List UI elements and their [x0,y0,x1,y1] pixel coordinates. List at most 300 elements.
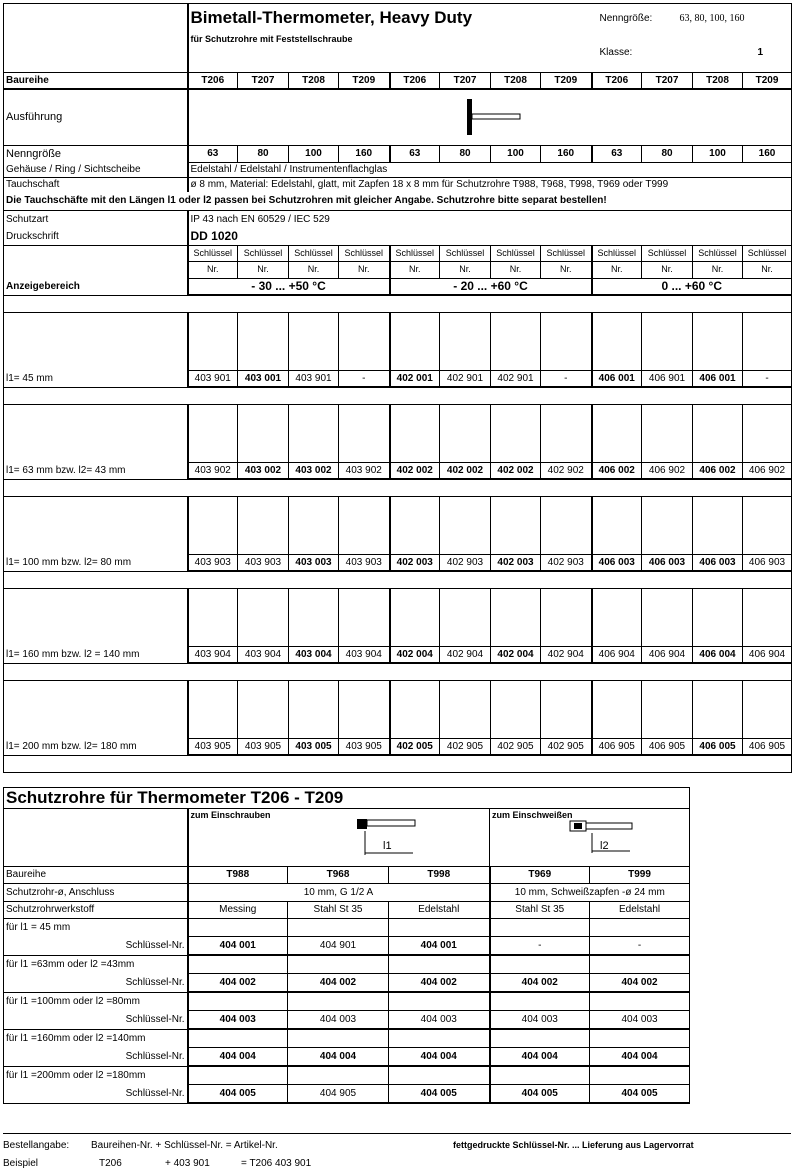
schluessel-bottom: Nr. [459,264,471,274]
schluessel-head-1 [238,245,289,278]
length-diagram-cell [390,680,440,738]
schluessel-top: Schlüssel [391,246,440,262]
schluessel-nr: 403 902 [188,462,238,479]
schutz-blank-cell [590,1066,690,1084]
length-diagram-cell [592,680,642,738]
length-blank [4,680,188,738]
schutz-blank-cell [389,1066,490,1084]
tauchschaft-value: ø 8 mm, Material: Edelstahl, glatt, mit Zapfen 18 x 8 mm für Schutzrohre T988, T968, T998, T969 oder T999 [188,177,792,192]
length-diagram-cell [390,312,440,370]
schluessel-nr: 403 903 [339,554,390,571]
schluessel-nr: 403 904 [188,646,238,663]
baureihe-5: T207 [440,72,491,89]
length-diagram-cell [541,404,592,462]
schluessel-bottom: Nr. [206,264,219,274]
schutz-schluessel-nr: 404 003 [590,1010,690,1029]
werkstoff-0: Messing [188,901,288,918]
schutz-row-label-2: für l1 =100mm oder l2 =80mm [4,992,188,1010]
schutz-schluessel-nr: 404 002 [188,973,288,992]
schluessel-nr: 406 001 [592,370,642,387]
schluessel-head-8 [592,245,642,278]
schutz-baureihe-2: T998 [389,866,490,883]
length-diagram-cell [592,588,642,646]
header-table [3,3,792,72]
schluessel-top: Schlüssel [238,246,288,262]
einschrauben-drawing [355,815,425,859]
length-diagram-cell [188,404,238,462]
nenngroesse-6: 100 [491,145,541,162]
schluessel-top: Schlüssel [339,246,389,262]
schluessel-nr: 402 901 [440,370,491,387]
dim-l2-label: l2 [600,839,609,852]
schutz-schluessel-nr: 404 002 [490,973,590,992]
schutz-schluessel-nr: 404 003 [490,1010,590,1029]
tauchschaft-note: Die Tauchschäfte mit den Längen l1 oder l2 passen bei Schutzrohren mit gleicher Angabe. Schutzrohre bitte separat bestellen! [4,192,792,210]
schluessel-nr: 406 001 [693,370,743,387]
length-blank [4,312,188,370]
einschweissen-cell [490,808,690,866]
length-diagram-cell [693,496,743,554]
tauchschaft-label: Tauchschaft [4,177,188,192]
schutz-blank-cell [288,918,389,936]
schluessel-nr: 406 004 [693,646,743,663]
schutz-blank-cell [188,1066,288,1084]
schluessel-nr: 406 002 [693,462,743,479]
baureihe-3: T209 [339,72,390,89]
length-diagram-cell [491,496,541,554]
schutz-schluessel-nr: - [490,936,590,955]
schluessel-nr: 403 005 [289,738,339,755]
baureihe-6: T208 [491,72,541,89]
schluessel-bottom: Nr. [357,264,370,274]
schluessel-nr: 402 002 [491,462,541,479]
schutz-blank-cell [590,918,690,936]
schluessel-nr: 402 905 [491,738,541,755]
length-diagram-cell [188,680,238,738]
length-label-4: l1= 200 mm bzw. l2= 180 mm [4,738,188,755]
nenngroesse-row-label: Nenngröße [4,145,188,162]
schluessel-nr: 402 004 [491,646,541,663]
schutz-row-label-4: für l1 =200mm oder l2 =180mm [4,1066,188,1084]
length-diagram-cell [592,496,642,554]
length-label-1: l1= 63 mm bzw. l2= 43 mm [4,462,188,479]
schluessel-nr: 403 901 [289,370,339,387]
schluessel-nr: 403 905 [339,738,390,755]
length-diagram-cell [743,404,792,462]
length-diagram-cell [592,312,642,370]
baureihe-0: T206 [188,72,238,89]
schluessel-head-5 [440,245,491,278]
klasse-value: 1 [678,34,792,72]
schutz-blank-cell [188,955,288,973]
anzeige-label: Anzeigebereich [4,278,188,295]
length-diagram-cell [541,588,592,646]
schluessel-nr: 406 905 [743,738,792,755]
werkstoff-4: Edelstahl [590,901,690,918]
schutz-blank-cell [288,1066,389,1084]
durchmesser-label: Schutzrohr-ø, Anschluss [4,883,188,901]
length-blank [4,588,188,646]
werkstoff-1: Stahl St 35 [288,901,389,918]
schutz-row-label-1: für l1 =63mm oder l2 =43mm [4,955,188,973]
schutz-blank-cell [288,955,389,973]
schluessel-nr: 402 904 [440,646,491,663]
schutz-schluessel-nr: 404 003 [188,1010,288,1029]
schluessel-head-2 [289,245,339,278]
spacer-row [4,571,792,588]
nenngroesse-10: 100 [693,145,743,162]
schutz-blank-cell [288,992,389,1010]
schluessel-nr: 402 904 [541,646,592,663]
length-diagram-cell [642,680,693,738]
schutz-blank-cell [188,918,288,936]
schluessel-nr: 403 903 [188,554,238,571]
length-diagram-cell [541,312,592,370]
schutz-blank-cell [389,1029,490,1047]
druckschrift-label: Druckschrift [4,228,188,245]
nenngroesse-value: 63, 80, 100, 160 [678,4,792,34]
nenngroesse-1: 80 [238,145,289,162]
schutz-blank-cell [590,955,690,973]
anzeige-range-1: - 20 ... +60 °C [390,278,592,295]
einschweissen-drawing [568,819,638,863]
length-label-0: l1= 45 mm [4,370,188,387]
schluessel-nr: 402 004 [390,646,440,663]
baureihe-label: Baureihe [4,72,188,89]
length-diagram-cell [491,312,541,370]
baureihe-1: T207 [238,72,289,89]
schutz-blank-cell [590,992,690,1010]
schluessel-top: Schlüssel [593,246,642,262]
schutz-blank-cell [490,918,590,936]
dim-l1-label: l1 [382,839,392,852]
schutz-schluessel-nr: 404 002 [389,973,490,992]
nenngroesse-8: 63 [592,145,642,162]
length-diagram-cell [289,312,339,370]
schluessel-head-4 [390,245,440,278]
nenngroesse-4: 63 [390,145,440,162]
schutz-schluessel-nr: 404 005 [490,1084,590,1103]
schutz-blank-cell [288,1029,389,1047]
anzeige-range-2: 0 ... +60 °C [592,278,792,295]
schluessel-nr: 402 003 [390,554,440,571]
schutzrohr-table [3,787,690,1105]
schluessel-bottom: Nr. [661,264,673,274]
length-diagram-cell [592,404,642,462]
length-diagram-cell [238,496,289,554]
length-diagram-cell [238,588,289,646]
schluessel-bottom: Nr. [711,264,724,274]
schluessel-nr: 403 904 [238,646,289,663]
einschrauben-cell [188,808,490,866]
beispiel-label: Beispiel [3,1158,39,1169]
klasse-label: Klasse: [599,47,633,58]
bestell-formula: Baureihen-Nr. + Schlüssel-Nr. = Artikel-Nr. [91,1140,278,1151]
length-diagram-cell [440,680,491,738]
beispiel-result: = T206 403 901 [241,1158,312,1169]
length-diagram-cell [339,496,390,554]
durchmesser-b: 10 mm, Schweißzapfen -ø 24 mm [490,883,690,901]
schutz-row-label-3: für l1 =160mm oder l2 =140mm [4,1029,188,1047]
schluessel-top: Schlüssel [440,246,490,262]
length-diagram-cell [440,312,491,370]
footer [3,1133,791,1170]
page-subtitle: für Schutzrohre mit Feststellschraube [188,34,598,72]
schutzart-value: IP 43 nach EN 60529 / IEC 529 [188,210,792,228]
schutz-baureihe-0: T988 [188,866,288,883]
length-diagram-cell [289,404,339,462]
schutz-schluessel-nr: 404 005 [389,1084,490,1103]
length-diagram-cell [541,680,592,738]
schluessel-nr: 402 002 [440,462,491,479]
schutz-schluessel-nr: 404 905 [288,1084,389,1103]
schluessel-nr: 403 901 [188,370,238,387]
schutz-blank-cell [490,1029,590,1047]
schluessel-nr: - [541,370,592,387]
bestell-label: Bestellangabe: [3,1140,70,1151]
baureihe-10: T208 [693,72,743,89]
schutz-baureihe-label: Baureihe [4,866,188,883]
schluessel-nr: 406 003 [693,554,743,571]
schutz-blank-cell [490,955,590,973]
werkstoff-3: Stahl St 35 [490,901,590,918]
schluessel-top: Schlüssel [289,246,338,262]
schutz-schluessel-label: Schlüssel-Nr. [4,1084,188,1103]
length-diagram-cell [339,312,390,370]
schutz-schluessel-nr: 404 001 [389,936,490,955]
spacer-row [4,663,792,680]
spacer-row [4,295,792,312]
length-diagram-cell [238,312,289,370]
schutz-schluessel-nr: 404 901 [288,936,389,955]
length-diagram-cell [491,680,541,738]
length-diagram-cell [743,680,792,738]
baureihe-11: T209 [743,72,792,89]
nenngroesse-2: 100 [289,145,339,162]
schutz-blank-cell [188,1029,288,1047]
nenngroesse-9: 80 [642,145,693,162]
schluessel-top: Schlüssel [693,246,742,262]
spacer-row [4,479,792,496]
length-diagram-cell [440,588,491,646]
schutz-schluessel-nr: 404 004 [590,1047,690,1066]
schluessel-blank [4,245,188,278]
schutz-baureihe-1: T968 [288,866,389,883]
length-diagram-cell [743,496,792,554]
ausfuehrung-drawing [188,89,792,145]
schluessel-nr: 403 905 [188,738,238,755]
schluessel-nr: 403 002 [238,462,289,479]
schluessel-top: Schlüssel [491,246,540,262]
schutz-schluessel-nr: - [590,936,690,955]
schutz-schluessel-label: Schlüssel-Nr. [4,973,188,992]
gehaeuse-value: Edelstahl / Edelstahl / Instrumentenflachglas [188,162,792,177]
length-diagram-cell [693,404,743,462]
length-diagram-cell [693,680,743,738]
schutz-schluessel-label: Schlüssel-Nr. [4,1010,188,1029]
baureihe-9: T207 [642,72,693,89]
schluessel-nr: 402 902 [541,462,592,479]
length-diagram-cell [642,312,693,370]
baureihe-7: T209 [541,72,592,89]
schutz-schluessel-nr: 404 002 [288,973,389,992]
schluessel-nr: 402 005 [390,738,440,755]
schluessel-nr: 406 902 [642,462,693,479]
schutz-blank-cell [389,918,490,936]
spacer-row [4,387,792,404]
schutz-blank-cell [389,992,490,1010]
schluessel-nr: 406 905 [592,738,642,755]
schutz-schluessel-nr: 404 003 [389,1010,490,1029]
schluessel-nr: 406 902 [743,462,792,479]
schluessel-top: Schlüssel [642,246,692,262]
schutz-blank-cell [188,992,288,1010]
schutz-blank [4,808,188,866]
length-diagram-cell [289,496,339,554]
schluessel-nr: 402 002 [390,462,440,479]
schluessel-nr: 402 003 [491,554,541,571]
length-diagram-cell [642,496,693,554]
schluessel-bottom: Nr. [610,264,623,274]
schluessel-nr: 402 001 [390,370,440,387]
length-diagram-cell [390,496,440,554]
schutzrohr-title: Schutzrohre für Thermometer T206 - T209 [4,787,690,808]
druckschrift-value: DD 1020 [188,228,792,245]
schluessel-head-10 [693,245,743,278]
schluessel-bottom: Nr. [257,264,269,274]
schluessel-top: Schlüssel [743,246,791,262]
schluessel-head-0 [188,245,238,278]
schutz-schluessel-label: Schlüssel-Nr. [4,936,188,955]
length-diagram-cell [390,588,440,646]
length-diagram-cell [289,588,339,646]
schutzart-label: Schutzart [4,210,188,228]
schluessel-nr: 403 902 [339,462,390,479]
schluessel-nr: 406 901 [642,370,693,387]
schutz-schluessel-nr: 404 005 [590,1084,690,1103]
nenngroesse-3: 160 [339,145,390,162]
schluessel-bottom: Nr. [509,264,522,274]
thermometer-drawing [463,97,533,137]
schluessel-head-3 [339,245,390,278]
schluessel-nr: 406 904 [592,646,642,663]
schluessel-head-7 [541,245,592,278]
schluessel-nr: 403 003 [289,554,339,571]
bestell-note: fettgedruckte Schlüssel-Nr. ... Lieferung aus Lagervorrat [453,1140,694,1150]
einschrauben-label: zum Einschrauben [190,809,271,820]
baureihe-2: T208 [289,72,339,89]
schluessel-nr: 402 903 [541,554,592,571]
length-diagram-cell [238,680,289,738]
durchmesser-a: 10 mm, G 1/2 A [188,883,490,901]
schluessel-top: Schlüssel [189,246,238,262]
length-diagram-cell [693,312,743,370]
length-diagram-cell [238,404,289,462]
schluessel-nr: 403 004 [289,646,339,663]
schluessel-top: Schlüssel [541,246,591,262]
beispiel-series: T206 [99,1158,122,1169]
length-diagram-cell [188,496,238,554]
schluessel-nr: 406 904 [642,646,693,663]
schluessel-nr: 402 901 [491,370,541,387]
header-blank [4,4,188,72]
length-diagram-cell [289,680,339,738]
schluessel-nr: 406 903 [743,554,792,571]
schluessel-nr: 406 003 [642,554,693,571]
schluessel-nr: 403 002 [289,462,339,479]
schluessel-nr: 406 005 [693,738,743,755]
schluessel-bottom: Nr. [761,264,773,274]
schluessel-nr: 402 905 [541,738,592,755]
length-diagram-cell [491,404,541,462]
page-title: Bimetall-Thermometer, Heavy Duty [188,4,598,34]
schluessel-nr: 406 002 [592,462,642,479]
schutz-blank-cell [490,1066,590,1084]
baureihe-8: T206 [592,72,642,89]
length-diagram-cell [188,312,238,370]
schluessel-nr: 406 904 [743,646,792,663]
length-diagram-cell [339,680,390,738]
anzeige-range-0: - 30 ... +50 °C [188,278,390,295]
schutz-blank-cell [490,992,590,1010]
schutz-blank-cell [389,955,490,973]
einschweissen-label: zum Einschweißen [492,809,573,820]
schutz-baureihe-4: T999 [590,866,690,883]
schluessel-nr: 402 903 [440,554,491,571]
schluessel-nr: - [339,370,390,387]
werkstoff-2: Edelstahl [389,901,490,918]
schutz-schluessel-nr: 404 004 [389,1047,490,1066]
werkstoff-label: Schutzrohrwerkstoff [4,901,188,918]
schutz-schluessel-nr: 404 004 [188,1047,288,1066]
length-blank [4,404,188,462]
schluessel-nr: 406 003 [592,554,642,571]
length-diagram-cell [642,404,693,462]
length-diagram-cell [743,588,792,646]
length-diagram-cell [693,588,743,646]
length-label-2: l1= 100 mm bzw. l2= 80 mm [4,554,188,571]
nenngroesse-11: 160 [743,145,792,162]
schutz-schluessel-nr: 404 003 [288,1010,389,1029]
length-diagram-cell [743,312,792,370]
schluessel-head-6 [491,245,541,278]
ausfuehrung-label: Ausführung [4,89,188,145]
beispiel-key: + 403 901 [165,1158,210,1169]
schutz-blank-cell [590,1029,690,1047]
nenngroesse-5: 80 [440,145,491,162]
length-diagram-cell [440,404,491,462]
length-diagram-cell [339,588,390,646]
gehaeuse-label: Gehäuse / Ring / Sichtscheibe [4,162,188,177]
schutz-schluessel-nr: 404 004 [490,1047,590,1066]
length-diagram-cell [390,404,440,462]
schutz-schluessel-nr: 404 004 [288,1047,389,1066]
schutz-schluessel-nr: 404 001 [188,936,288,955]
schluessel-nr: 403 903 [238,554,289,571]
schluessel-nr: 403 905 [238,738,289,755]
schluessel-nr: 406 905 [642,738,693,755]
schutz-schluessel-nr: 404 002 [590,973,690,992]
schluessel-nr: 403 001 [238,370,289,387]
length-diagram-cell [440,496,491,554]
nenngroesse-0: 63 [188,145,238,162]
schluessel-bottom: Nr. [408,264,421,274]
schluessel-nr: - [743,370,792,387]
schluessel-head-9 [642,245,693,278]
length-diagram-cell [491,588,541,646]
length-diagram-cell [541,496,592,554]
schluessel-bottom: Nr. [307,264,320,274]
